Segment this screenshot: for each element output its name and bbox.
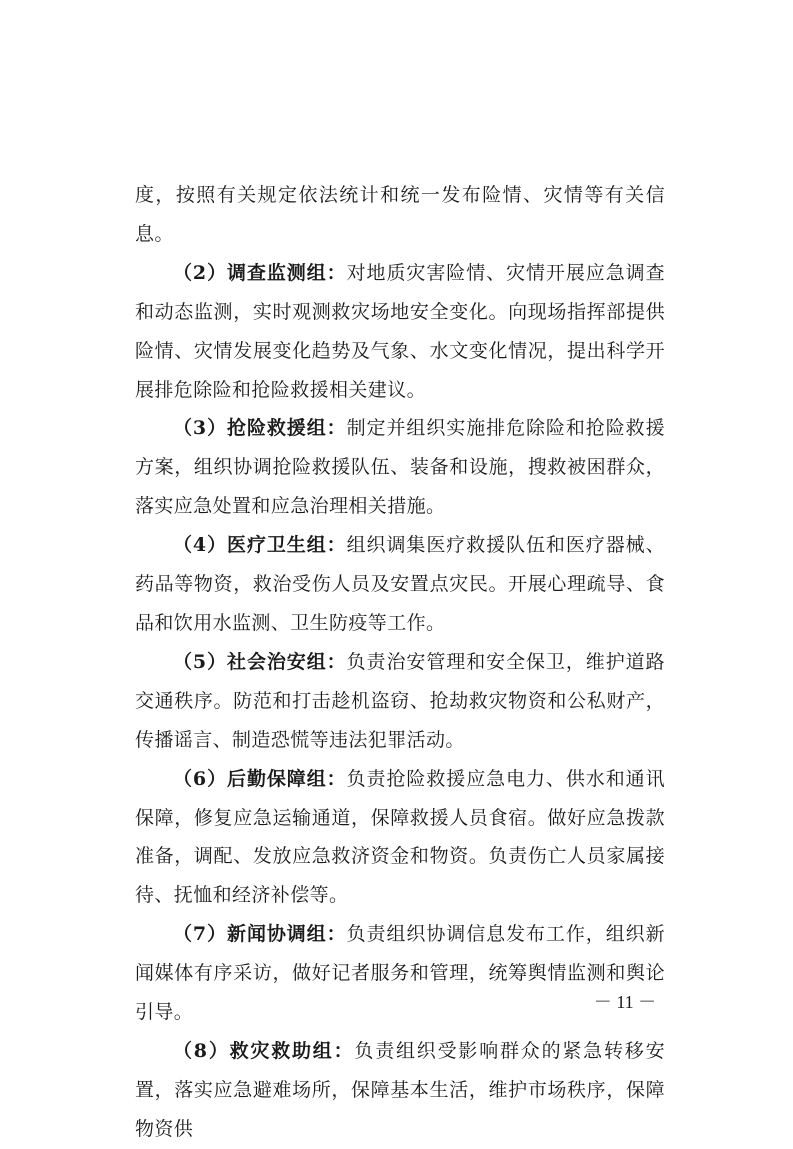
section-text: 负责抢险救援应急电力、供水和通讯保障，修复应急运输通道，保障救援人员食宿。做好应急拨款准备，调配、发放应急救济资金和物资。负责伤亡人员家属接待、抚恤和经济补偿等。 <box>135 767 665 907</box>
section-news-coordination <box>135 915 665 1032</box>
section-public-security <box>135 643 665 760</box>
section-label: （2）调查监测组： <box>173 261 347 284</box>
section-text: 负责治安管理和安全保卫，维护道路交通秩序。防范和打击趁机盗窃、抢劫救灾物资和公私财产，传播谣言、制造恐慌等违法犯罪活动。 <box>135 650 665 751</box>
section-label: （3）抢险救援组： <box>173 417 347 440</box>
section-relief-assistance <box>135 1032 665 1149</box>
section-label: （7）新闻协调组： <box>173 923 347 946</box>
section-rescue <box>135 409 665 526</box>
section-text: 负责组织协调信息发布工作，组织新闻媒体有序采访，做好记者服务和管理，统筹舆情监测和舆论引导。 <box>135 923 665 1024</box>
section-text: 负责组织受影响群众的紧急转移安置，落实应急避难场所，保障基本生活，维护市场秩序，保障物资供 <box>135 1039 665 1140</box>
section-medical <box>135 526 665 643</box>
section-survey-monitoring <box>135 254 665 410</box>
section-label: （6）后勤保障组： <box>173 767 347 790</box>
continuation-paragraph: 度，按照有关规定依法统计和统一发布险情、灾情等有关信息。 <box>135 184 665 245</box>
section-text: 对地质灾害险情、灾情开展应急调查和动态监测，实时观测救灾场地安全变化。向现场指挥部提供险情、灾情发展变化趋势及气象、水文变化情况，提出科学开展排危除险和抢险救援相关建议。 <box>135 261 665 401</box>
section-label: （4）医疗卫生组： <box>173 534 347 557</box>
section-logistics <box>135 760 665 916</box>
page-number: － 11 － <box>593 992 657 1012</box>
section-text: 组织调集医疗救援队伍和医疗器械、药品等物资，救治受伤人员及安置点灾民。开展心理疏导、食品和饮用水监测、卫生防疫等工作。 <box>135 534 665 634</box>
section-label: （5）社会治安组： <box>173 650 347 673</box>
section-text: 制定并组织实施排危除险和抢险救援方案，组织协调抢险救援队伍、装备和设施，搜救被困群众，落实应急处置和应急治理相关措施。 <box>135 417 665 518</box>
section-label: （8）救灾救助组： <box>173 1039 355 1062</box>
